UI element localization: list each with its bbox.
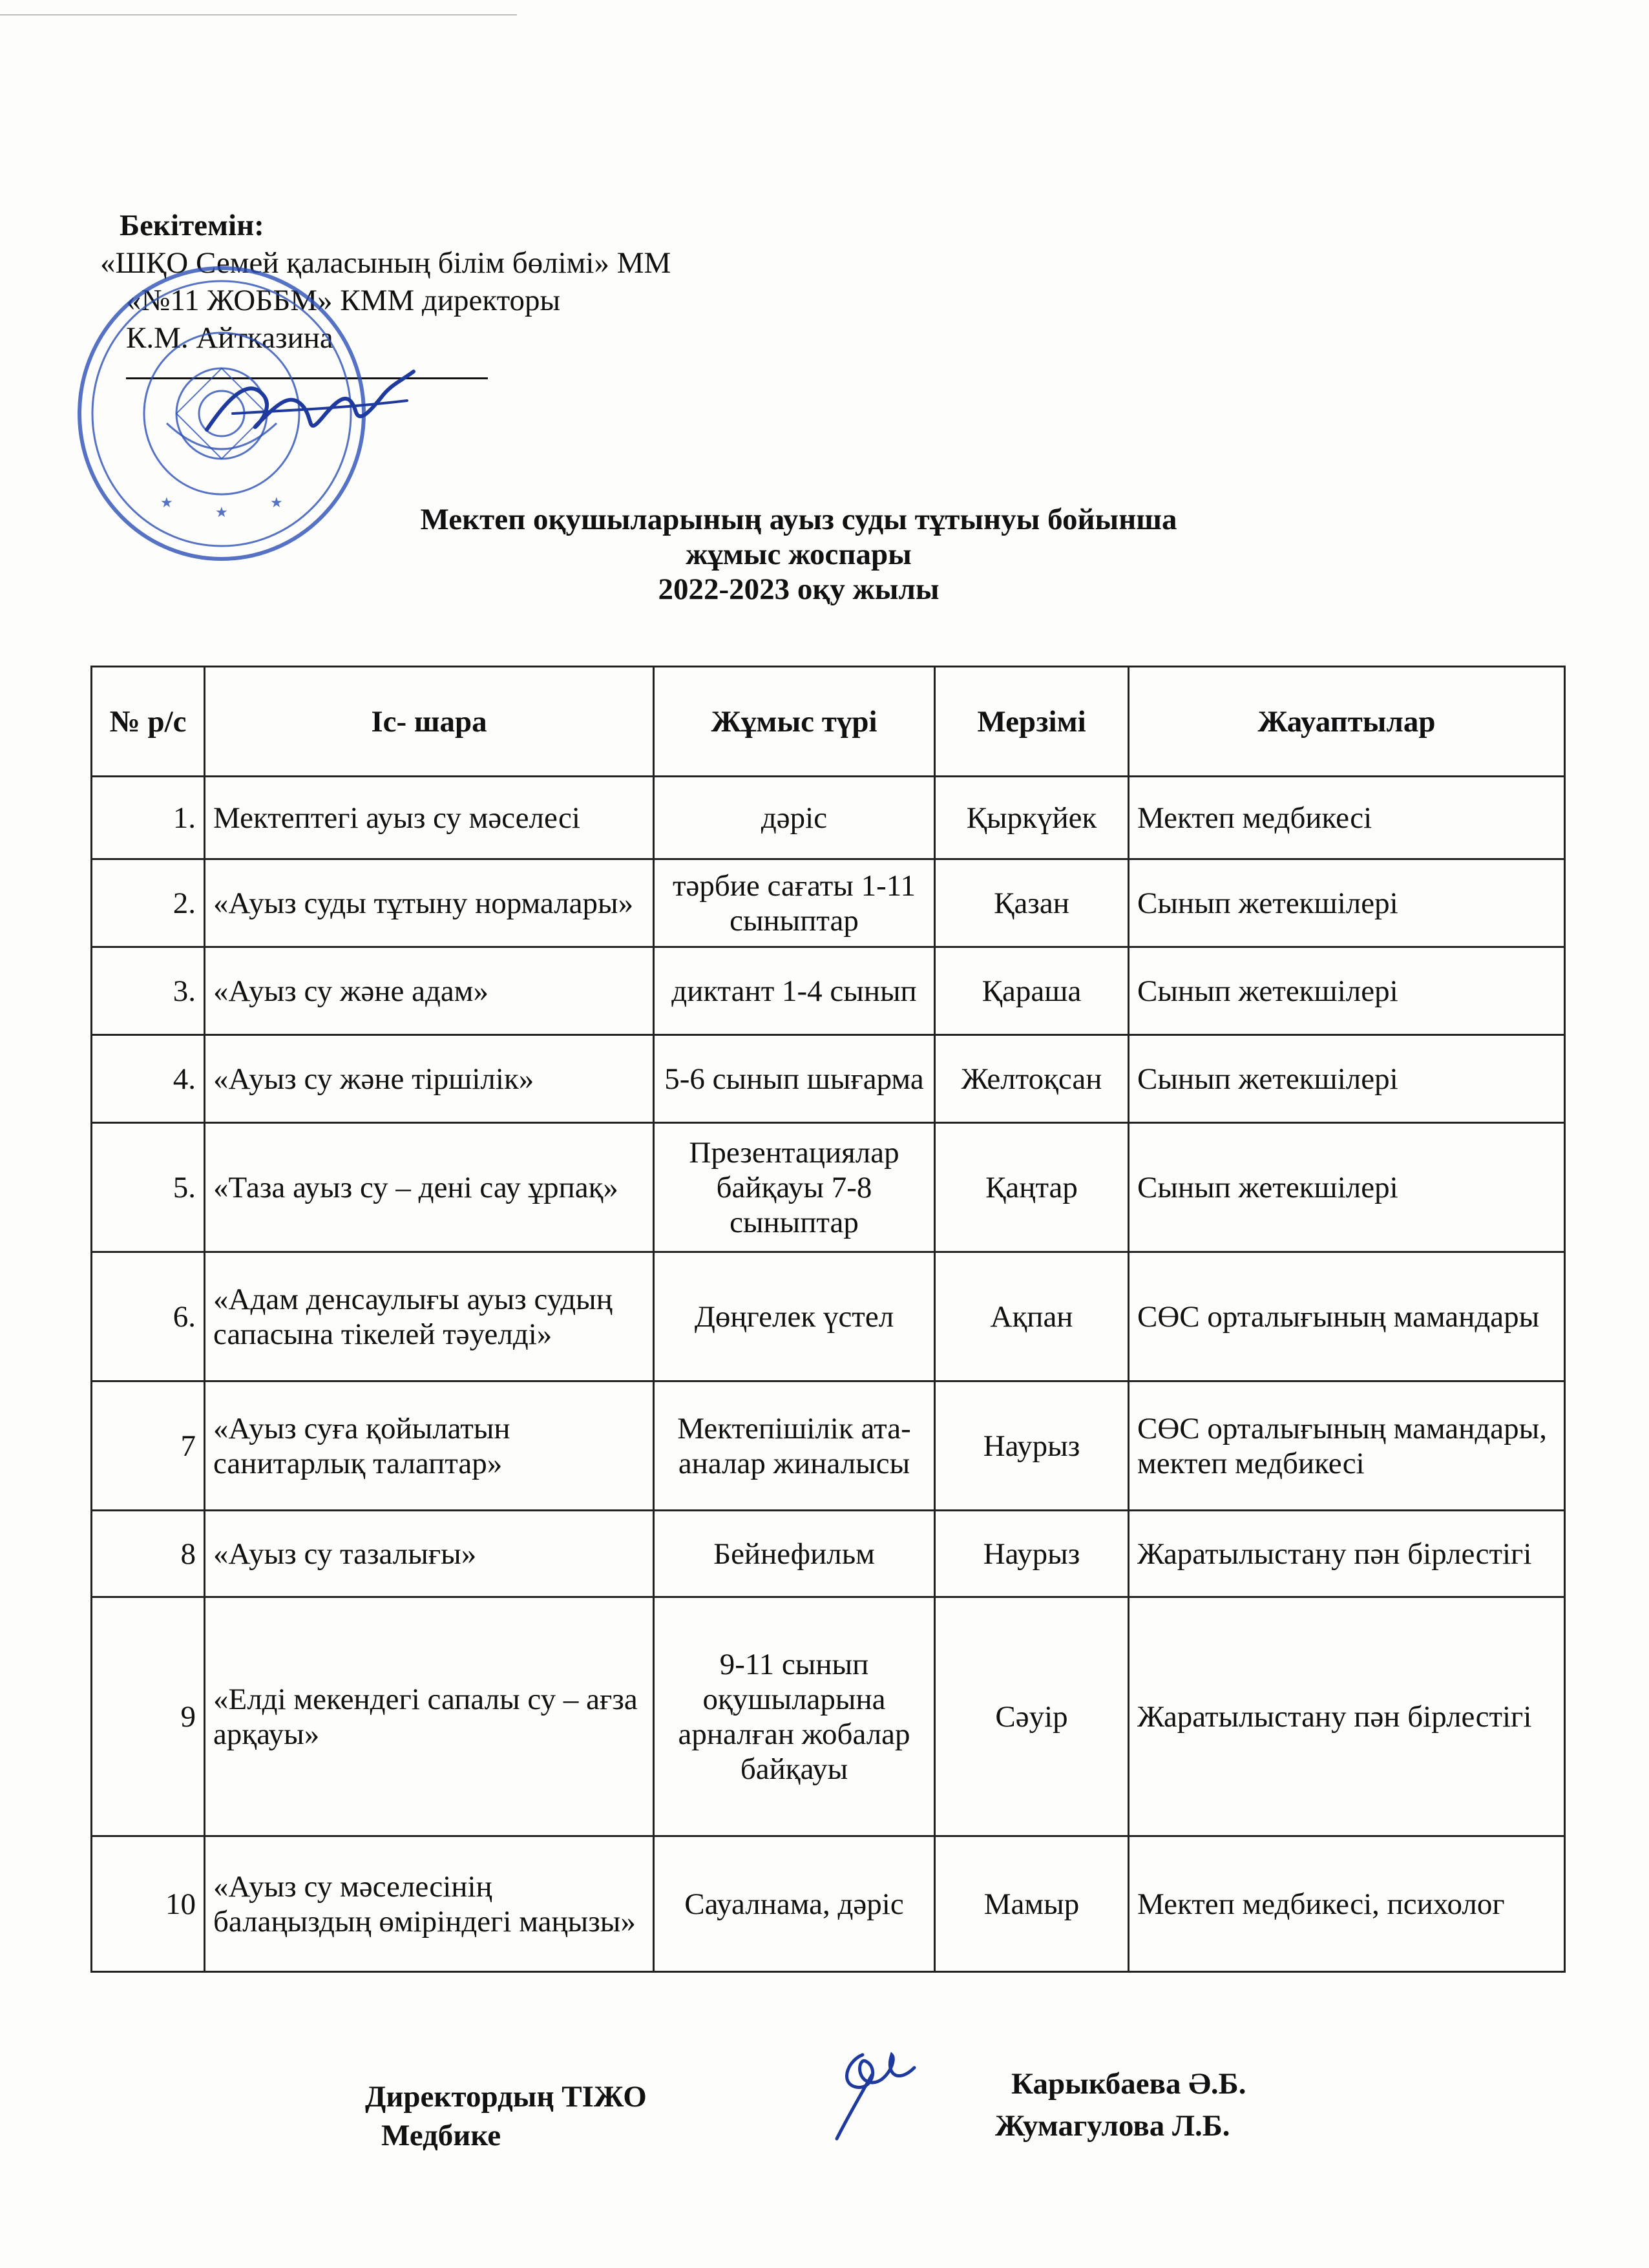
- row-work-type: Мектепішілік ата-аналар жиналысы: [654, 1381, 935, 1511]
- table-row: [92, 947, 1565, 1035]
- row-deadline: Наурыз: [935, 1511, 1129, 1597]
- row-event: «Таза ауыз су – дені сау ұрпақ»: [205, 1123, 654, 1252]
- header-work-type: Жұмыс түрі: [654, 667, 935, 777]
- table-header-row: [92, 667, 1565, 777]
- title-line-1: Мектеп оқушыларының ауыз суды тұтынуы бойынша: [420, 503, 1177, 536]
- row-number: 3.: [92, 947, 205, 1035]
- table-row: [92, 1511, 1565, 1597]
- footer-name-2: Жумагулова Л.Б.: [995, 2109, 1230, 2143]
- row-work-type: Сауалнама, дәріс: [654, 1836, 935, 1972]
- row-event: «Ауыз су және тіршілік»: [205, 1035, 654, 1123]
- row-event: «Ауыз су және адам»: [205, 947, 654, 1035]
- row-event: «Елді мекендегі сапалы су – ағза арқауы»: [205, 1597, 654, 1836]
- footer-role-2: Медбике: [381, 2119, 501, 2152]
- scan-edge-line: [0, 14, 517, 16]
- row-work-type: Бейнефильм: [654, 1511, 935, 1597]
- row-number: 1.: [92, 777, 205, 859]
- document-title: [0, 502, 1649, 607]
- row-work-type: диктант 1-4 сынып: [654, 947, 935, 1035]
- row-number: 6.: [92, 1252, 205, 1381]
- row-number: 4.: [92, 1035, 205, 1123]
- plan-table: [90, 666, 1566, 1973]
- row-event: «Ауыз су тазалығы»: [205, 1511, 654, 1597]
- row-work-type: 5-6 сынып шығарма: [654, 1035, 935, 1123]
- row-number: 9: [92, 1597, 205, 1836]
- row-event: «Ауыз суға қойылатын санитарлық талаптар»: [205, 1381, 654, 1511]
- row-deadline: Қараша: [935, 947, 1129, 1035]
- row-number: 8: [92, 1511, 205, 1597]
- row-work-type: дәріс: [654, 777, 935, 859]
- row-work-type: Дөңгелек үстел: [654, 1252, 935, 1381]
- row-deadline: Наурыз: [935, 1381, 1129, 1511]
- row-event: «Ауыз су мәселесінің балаңыздың өміріндегі маңызы»: [205, 1836, 654, 1972]
- deputy-signature: [801, 2035, 943, 2145]
- table-row: [92, 859, 1565, 947]
- row-responsible: Мектеп медбикесі: [1129, 777, 1565, 859]
- header-responsible: Жауаптылар: [1129, 667, 1565, 777]
- table-row: [92, 1035, 1565, 1123]
- footer-name-1: Карыкбаева Ә.Б.: [1011, 2067, 1246, 2101]
- row-deadline: Қазан: [935, 859, 1129, 947]
- row-work-type: Презентациялар байқауы 7-8 сыныптар: [654, 1123, 935, 1252]
- approval-line-2: «№11 ЖОББМ» КММ директоры: [126, 284, 561, 317]
- table-row: [92, 1123, 1565, 1252]
- title-line-3: 2022-2023 оқу жылы: [658, 572, 940, 606]
- row-deadline: Сәуір: [935, 1597, 1129, 1836]
- row-work-type: тәрбие сағаты 1-11 сыныптар: [654, 859, 935, 947]
- svg-text:★: ★: [215, 505, 228, 521]
- row-number: 7: [92, 1381, 205, 1511]
- row-responsible: Сынып жетекшілері: [1129, 947, 1565, 1035]
- row-responsible: СӨС орталығының мамандары: [1129, 1252, 1565, 1381]
- table-row: [92, 1836, 1565, 1972]
- row-event: Мектептегі ауыз су мәселесі: [205, 777, 654, 859]
- approval-line-1: «ШҚО Семей қаласының білім бөлімі» ММ: [100, 246, 671, 280]
- footer-role-1: Директордың ТІЖО: [365, 2080, 647, 2114]
- approval-line-3: К.М. Айтказина: [126, 321, 333, 355]
- row-responsible: Сынып жетекшілері: [1129, 1035, 1565, 1123]
- svg-text:★: ★: [270, 495, 283, 511]
- row-responsible: Сынып жетекшілері: [1129, 859, 1565, 947]
- header-event: Іс- шара: [205, 667, 654, 777]
- row-deadline: Желтоқсан: [935, 1035, 1129, 1123]
- row-deadline: Қаңтар: [935, 1123, 1129, 1252]
- director-signature: [194, 352, 426, 456]
- row-responsible: Жаратылыстану пән бірлестігі: [1129, 1597, 1565, 1836]
- row-responsible: Мектеп медбикесі, психолог: [1129, 1836, 1565, 1972]
- row-deadline: Мамыр: [935, 1836, 1129, 1972]
- row-event: «Адам денсаулығы ауыз судың сапасына тікелей тәуелді»: [205, 1252, 654, 1381]
- row-number: 2.: [92, 859, 205, 947]
- row-deadline: Ақпан: [935, 1252, 1129, 1381]
- svg-text:★: ★: [160, 495, 173, 511]
- title-line-2: жұмыс жоспары: [686, 538, 912, 571]
- header-number: № р/с: [92, 667, 205, 777]
- table-row: [92, 777, 1565, 859]
- row-number: 5.: [92, 1123, 205, 1252]
- row-responsible: СӨС орталығының мамандары, мектеп медбикесі: [1129, 1381, 1565, 1511]
- table-row: [92, 1381, 1565, 1511]
- row-responsible: Жаратылыстану пән бірлестігі: [1129, 1511, 1565, 1597]
- approval-heading: Бекітемін:: [120, 209, 264, 242]
- row-event: «Ауыз суды тұтыну нормалары»: [205, 859, 654, 947]
- header-deadline: Мерзімі: [935, 667, 1129, 777]
- table-row: [92, 1597, 1565, 1836]
- table-row: [92, 1252, 1565, 1381]
- row-deadline: Қыркүйек: [935, 777, 1129, 859]
- row-work-type: 9-11 сынып оқушыларына арналған жобалар байқауы: [654, 1597, 935, 1836]
- row-responsible: Сынып жетекшілері: [1129, 1123, 1565, 1252]
- row-number: 10: [92, 1836, 205, 1972]
